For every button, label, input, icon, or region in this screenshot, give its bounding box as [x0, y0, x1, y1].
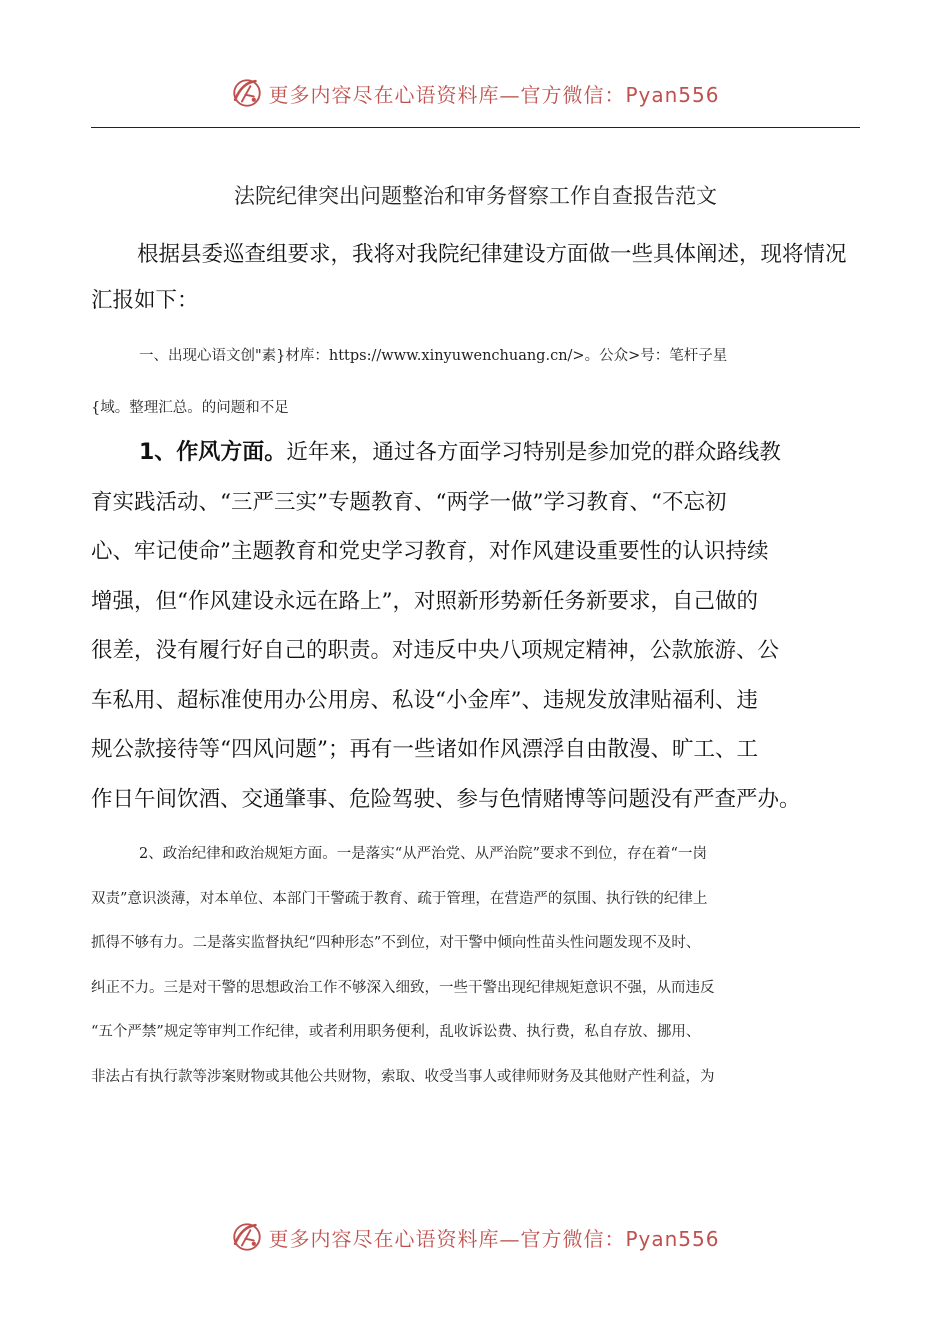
paragraph-line: 作日午间饮酒、交通肇事、危险驾驶、参与色情赌博等问题没有严查严办。 [91, 786, 801, 812]
banner-dash: — [499, 1226, 521, 1251]
paragraph-line [91, 428, 860, 478]
paragraph-line: 抓得不够有力。二是落实监督执纪“四种形态”不到位，对干警中倾向性苗头性问题发现不及时、 [91, 935, 701, 951]
paragraph-line: 非法占有执行款等涉案财物或其他公共财物，索取、收受当事人或律师财务及其他财产性利益，为 [91, 1068, 715, 1085]
paragraph-line: 2、政治纪律和政治规矩方面。一是落实“从严治党、从严治院”要求不到位，存在着“一岗 [139, 846, 707, 862]
paragraph-line: 双责”意识淡薄，对本单位、本部门干警疏于教育、疏于管理，在营造严的氛围、执行铁的纪律上 [91, 890, 708, 907]
document-title: 法院纪律突出问题整治和审务督察工作自查报告范文 [234, 184, 717, 208]
banner-contact-text: 官方微信：Pyan556 [520, 1226, 720, 1251]
footer-banner [0, 1217, 950, 1257]
item-1-lead: 1、作风方面。 [139, 440, 287, 465]
brand-logo-icon [230, 76, 264, 110]
banner-main-text: 更多内容尽在心语资料库 [268, 82, 500, 107]
header-banner-text [268, 79, 719, 108]
banner-contact-text: 官方微信：Pyan556 [520, 82, 720, 107]
item-1-paragraph [91, 428, 860, 824]
brand-logo-icon [230, 1220, 264, 1254]
paragraph-line: 增强，但“作风建设永远在路上”，对照新形势新任务新要求，自己做的 [91, 588, 758, 614]
banner-main-text: 更多内容尽在心语资料库 [268, 1226, 500, 1251]
paragraph-text: 近年来，通过各方面学习特别是参加党的群众路线教 [286, 440, 781, 465]
paragraph-line: 很差，没有履行好自己的职责。对违反中央八项规定精神，公款旅游、公 [91, 638, 780, 663]
paragraph-line: 车私用、超标准使用办公用房、私设“小金库”、违规发放津贴福利、违 [91, 687, 758, 713]
section-1-heading-line-2: {域。整理汇总。的问题和不足 [91, 400, 289, 416]
paragraph-line: 心、牢记使命”主题教育和党史学习教育，对作风建设重要性的认识持续 [91, 539, 769, 564]
section-1-heading-line-1: 一、出现心语文创"素}材库：https://www.xinyuwenchuang.cn/>。公众>号：笔杆子星 [139, 348, 728, 364]
footer-banner-text [268, 1223, 719, 1252]
intro-paragraph: 根据县委巡查组要求，我将对我院纪律建设方面做一些具体阐述，现将情况汇报如下： [91, 242, 847, 313]
paragraph-line: “五个严禁”规定等审判工作纪律，或者利用职务便利，乱收诉讼费、执行费，私自存放、挪用、 [91, 1024, 701, 1040]
banner-dash: — [499, 82, 521, 107]
paragraph-line: 规公款接待等“四风问题”；再有一些诸如作风漂浮自由散漫、旷工、工 [91, 737, 758, 762]
paragraph-line: 育实践活动、“三严三实”专题教育、“两学一做”学习教育、“不忘初 [91, 489, 727, 515]
item-2-paragraph [91, 832, 860, 1099]
header-banner [0, 73, 950, 113]
header-divider [91, 127, 860, 128]
paragraph-line: 纠正不力。三是对干警的思想政治工作不够深入细致，一些干警出现纪律规矩意识不强，从而违反 [91, 979, 715, 996]
